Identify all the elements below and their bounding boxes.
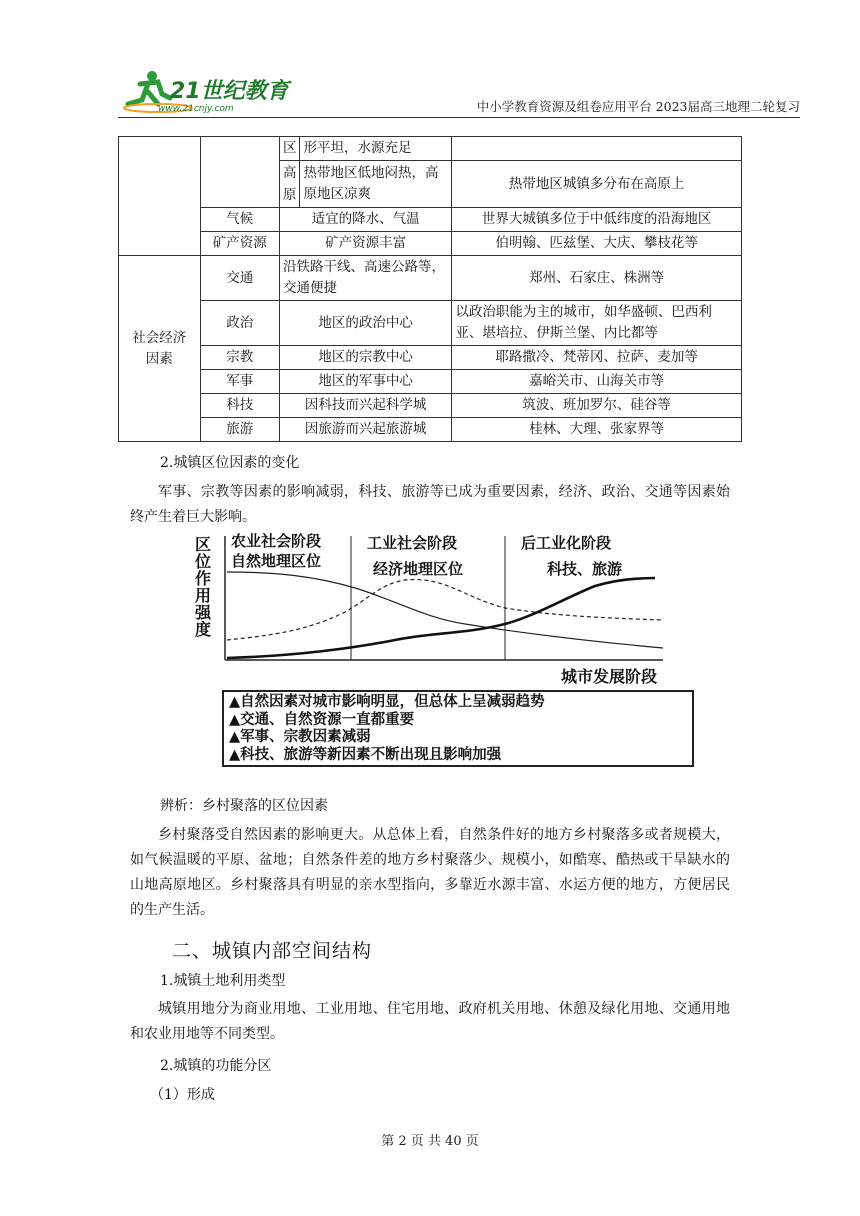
table-cell: 适宜的降水、气温 xyxy=(279,208,451,232)
table-cell: 伯明翰、匹兹堡、大庆、攀枝花等 xyxy=(452,232,742,256)
table-cell: 因科技而兴起科学城 xyxy=(279,394,451,418)
table-row xyxy=(119,346,742,370)
table-cell-empty xyxy=(200,137,279,208)
note-line: ▲自然因素对城市影响明显，但总体上呈减弱趋势 xyxy=(229,694,545,710)
table-cell: 热带地区低地闷热，高原地区凉爽 xyxy=(300,161,452,208)
section-heading: 1.城镇土地利用类型 xyxy=(160,973,286,989)
location-change-diagram xyxy=(195,528,695,773)
economic-location-curve xyxy=(227,580,663,640)
y-axis-label: 区位作用强度 xyxy=(195,535,212,639)
table-cell: 地区的政治中心 xyxy=(279,301,451,346)
header-right-text: 中小学教育资源及组卷应用平台 2023届高三地理二轮复习 xyxy=(476,99,800,114)
table-row xyxy=(119,394,742,418)
natural-location-curve xyxy=(227,572,663,648)
table-row xyxy=(119,256,742,301)
table-cell: 地区的宗教中心 xyxy=(279,346,451,370)
logo-title: 21世纪教育 xyxy=(170,79,289,104)
stage3-label: 后工业化阶段 xyxy=(521,534,612,552)
note-line: ▲军事、宗教因素减弱 xyxy=(229,729,371,745)
table-cell: 气候 xyxy=(200,208,279,232)
analysis-heading: 辨析：乡村聚落的区位因素 xyxy=(160,798,328,814)
table-cell: 世界大城镇多位于中低纬度的沿海地区 xyxy=(452,208,742,232)
x-axis-label: 城市发展阶段 xyxy=(561,667,658,686)
table-cell: 因旅游而兴起旅游城 xyxy=(279,418,451,442)
natural-location-label: 自然地理区位 xyxy=(231,552,322,570)
paragraph: 乡村聚落受自然因素的影响更大。从总体上看，自然条件好的地方乡村聚落多或者规模大，如气候温暖的平原、盆地；自然条件差的地方乡村聚落少、规模小，如酷寒、酷热或干旱缺水的山地高原地区。乡村聚落具有明显的亲水型指向，多靠近水源丰富、水运方便的地方，方便居民的生产生活。 xyxy=(130,827,730,918)
table-cell: 政治 xyxy=(200,301,279,346)
table-cell: 形平坦，水源充足 xyxy=(300,137,452,161)
stage2-label: 工业社会阶段 xyxy=(367,534,458,552)
note-line: ▲科技、旅游等新因素不断出现且影响加强 xyxy=(229,746,502,763)
economic-location-label: 经济地理区位 xyxy=(373,560,464,578)
table-cell: 沿铁路干线、高速公路等，交通便捷 xyxy=(279,256,451,301)
table-row xyxy=(119,418,742,442)
table-cell: 区 xyxy=(279,137,300,161)
section-heading: 2.城镇区位因素的变化 xyxy=(160,455,300,471)
stage1-label: 农业社会阶段 xyxy=(231,532,322,550)
chapter-heading: 二、城镇内部空间结构 xyxy=(172,940,373,962)
page-number: 第 2 页 共 40 页 xyxy=(381,1134,479,1149)
table-row xyxy=(119,208,742,232)
table-cell: 地区的军事中心 xyxy=(279,370,451,394)
table-cell: 郑州、石家庄、株洲等 xyxy=(452,256,742,301)
table-cell: 旅游 xyxy=(200,418,279,442)
table-cell: 科技 xyxy=(200,394,279,418)
tech-tourism-label: 科技、旅游 xyxy=(547,560,623,578)
paragraph: 军事、宗教等因素的影响减弱，科技、旅游等已成为重要因素，经济、政治、交通等因素始终产生着巨大影响。 xyxy=(130,484,730,525)
table-cell: 矿产资源 xyxy=(200,232,279,256)
table-cell: 嘉峪关市、山海关市等 xyxy=(452,370,742,394)
table-cell: 以政治职能为主的城市，如华盛顿、巴西利亚、堪培拉、伊斯兰堡、内比都等 xyxy=(452,301,742,346)
table-cell: 矿产资源丰富 xyxy=(279,232,451,256)
table-row xyxy=(119,232,742,256)
table-row xyxy=(119,137,742,161)
logo-url: www.21cnjy.com xyxy=(158,104,234,114)
header-divider xyxy=(118,117,800,118)
table-cell: 耶路撒冷、梵蒂冈、拉萨、麦加等 xyxy=(452,346,742,370)
table-cell: 热带地区城镇多分布在高原上 xyxy=(452,161,742,208)
location-factors-table xyxy=(118,136,742,442)
table-row xyxy=(119,301,742,346)
subsection-heading: （1）形成 xyxy=(150,1087,215,1103)
site-logo xyxy=(118,68,293,118)
table-cell: 军事 xyxy=(200,370,279,394)
table-cell: 高原 xyxy=(279,161,300,208)
section-heading: 2.城镇的功能分区 xyxy=(160,1058,272,1074)
tech-tourism-curve xyxy=(227,578,655,658)
table-cell-empty xyxy=(119,137,201,256)
paragraph: 城镇用地分为商业用地、工业用地、住宅用地、政府机关用地、休憩及绿化用地、交通用地和农业用地等不同类型。 xyxy=(130,1001,730,1042)
table-row xyxy=(119,370,742,394)
table-cell: 交通 xyxy=(200,256,279,301)
table-cell xyxy=(452,137,742,161)
note-line: ▲交通、自然资源一直都重要 xyxy=(229,711,415,728)
table-cell: 宗教 xyxy=(200,346,279,370)
table-cell: 筑波、班加罗尔、硅谷等 xyxy=(452,394,742,418)
table-cell: 桂林、大理、张家界等 xyxy=(452,418,742,442)
diagram-notes xyxy=(229,694,545,764)
table-group-label: 社会经济因素 xyxy=(119,256,201,442)
